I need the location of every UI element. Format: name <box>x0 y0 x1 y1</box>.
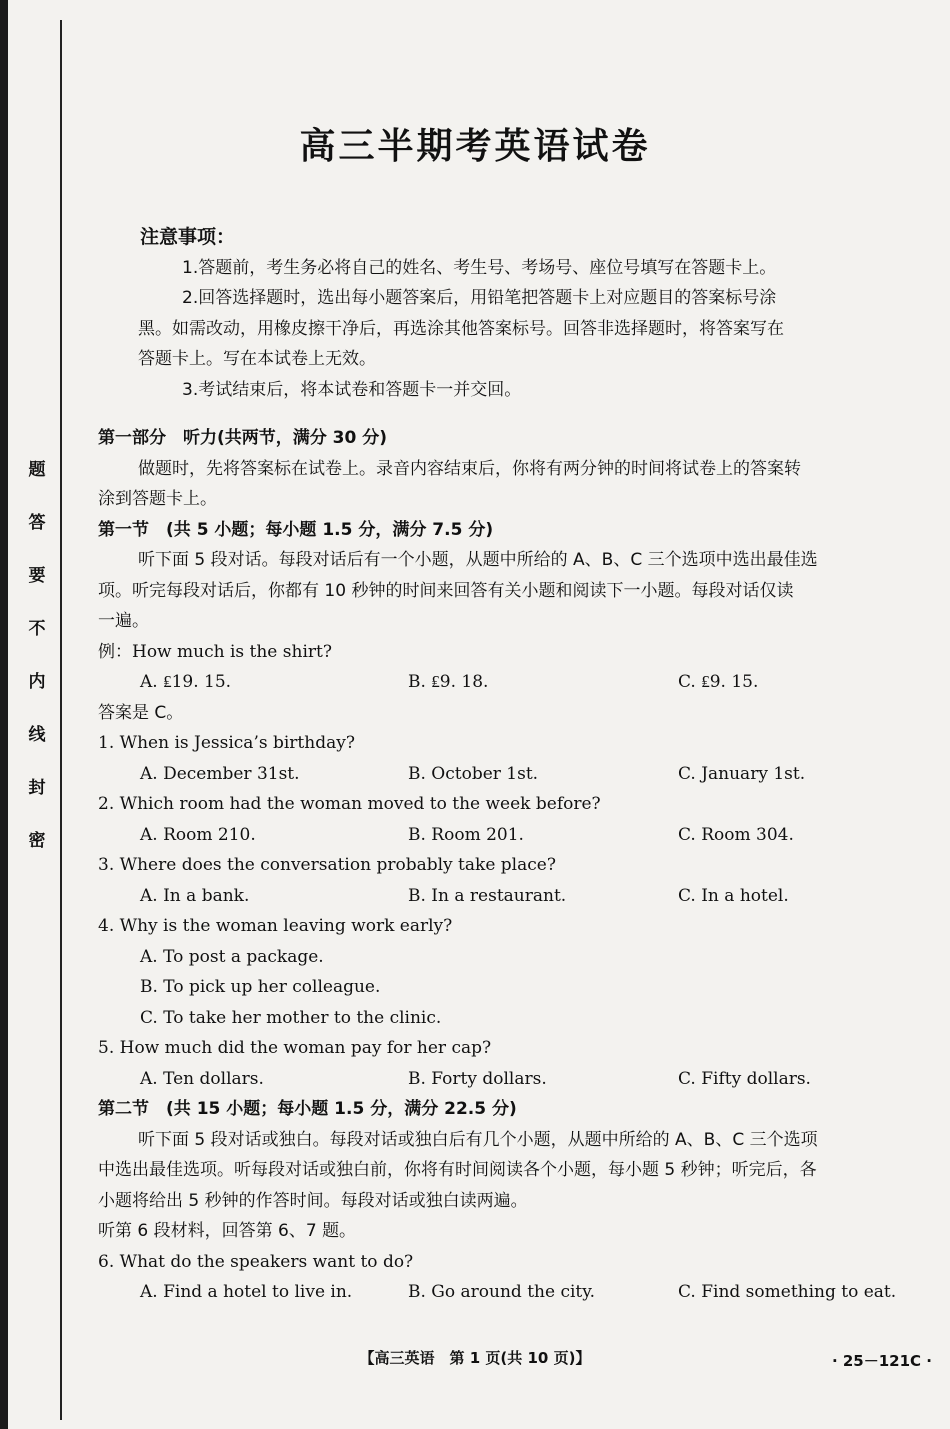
option-b: B. Go around the city. <box>408 1282 595 1302</box>
exam-title: 高三半期考英语试卷 <box>299 126 651 167</box>
option-c: C. Fifty dollars. <box>678 1068 811 1089</box>
notice-item: 答题卡上。写在本试卷上无效。 <box>138 349 376 369</box>
question-options <box>98 820 936 851</box>
notice-item: 黑。如需改动，用橡皮擦干净后，再选涂其他答案标号。回答非选择题时，将答案写在 <box>138 318 784 339</box>
question-options <box>98 1277 936 1308</box>
option-c: C. To take her mother to the clinic. <box>140 1007 442 1028</box>
question-4: 4. Why is the woman leaving work early? <box>98 916 453 936</box>
part1-heading: 第一部分 听力(共两节，满分 30 分) <box>98 428 388 448</box>
option-b: B. To pick up her colleague. <box>140 977 381 997</box>
section2-intro: 听下面 5 段对话或独白。每段对话或独白后有几个小题，从题中所给的 A、B、C 三个选项 <box>138 1129 818 1150</box>
option-a: A. Find a hotel to live in. <box>140 1282 353 1302</box>
section1-intro: 听下面 5 段对话。每段对话后有一个小题，从题中所给的 A、B、C 三个选项中选出最佳选 <box>138 550 818 570</box>
side-char: 答 <box>24 513 45 530</box>
part1-intro: 涂到答题卡上。 <box>98 489 217 509</box>
binding-margin-label <box>20 460 50 848</box>
option-c: C. January 1st. <box>678 763 806 784</box>
option-c: C. ₤9. 15. <box>678 672 759 692</box>
question-2: 2. Which room had the woman moved to the week before? <box>98 794 601 814</box>
side-char: 不 <box>24 619 45 636</box>
page-code: · 25－121C · <box>831 1352 932 1370</box>
question-3: 3. Where does the conversation probably take place? <box>98 855 556 875</box>
notice-item: 1.答题前，考生务必将自己的姓名、考生号、考场号、座位号填写在答题卡上。 <box>182 257 777 278</box>
side-char: 题 <box>24 460 45 477</box>
section2-intro: 中选出最佳选项。听每段对话或独白前，你将有时间阅读各个小题，每小题 5 秒钟；听完后，各 <box>98 1160 817 1180</box>
example-options <box>98 667 936 698</box>
question-1: 1. When is Jessica’s birthday? <box>98 733 355 753</box>
notice-heading: 注意事项： <box>140 226 236 248</box>
side-char: 封 <box>24 778 45 795</box>
option-a: A. Ten dollars. <box>140 1068 264 1089</box>
option-a: A. To post a package. <box>140 946 324 967</box>
option-b: B. In a restaurant. <box>408 885 567 906</box>
option-b: B. ₤9. 18. <box>408 672 489 692</box>
example-question: 例：How much is the shirt? <box>98 641 332 662</box>
binding-line <box>60 20 62 1420</box>
option-a: A. ₤19. 15. <box>140 672 232 692</box>
question-options <box>98 759 936 790</box>
exam-content <box>98 222 936 1308</box>
question-5: 5. How much did the woman pay for her cap? <box>98 1038 492 1058</box>
option-c: C. In a hotel. <box>678 885 789 906</box>
section1-intro: 项。听完每段对话后，你都有 10 秒钟的时间来回答有关小题和阅读下一小题。每段对话仅读 <box>98 580 794 601</box>
notice-item: 3.考试结束后，将本试卷和答题卡一并交回。 <box>182 379 522 400</box>
section2-heading: 第二节 (共 15 小题；每小题 1.5 分，满分 22.5 分) <box>98 1099 517 1119</box>
side-char: 线 <box>24 725 45 742</box>
question-6: 6. What do the speakers want to do? <box>98 1251 414 1272</box>
question-options <box>98 881 936 912</box>
option-c: C. Find something to eat. <box>678 1282 897 1302</box>
option-a: A. Room 210. <box>140 824 256 845</box>
notice-item: 2.回答选择题时，选出每小题答案后，用铅笔把答题卡上对应题目的答案标号涂 <box>182 288 777 308</box>
option-b: B. Forty dollars. <box>408 1068 547 1089</box>
question-options <box>98 1064 936 1095</box>
option-a: A. December 31st. <box>140 763 300 784</box>
page-footer: 【高三英语 第 1 页(共 10 页)】 <box>359 1349 591 1367</box>
part1-intro: 做题时，先将答案标在试卷上。录音内容结束后，你将有两分钟的时间将试卷上的答案转 <box>138 458 801 479</box>
option-b: B. Room 201. <box>408 824 524 845</box>
section1-heading: 第一节 (共 5 小题；每小题 1.5 分，满分 7.5 分) <box>98 519 494 540</box>
side-char: 内 <box>24 672 45 689</box>
side-char: 密 <box>24 831 45 848</box>
side-char: 要 <box>24 566 45 583</box>
section2-intro: 小题将给出 5 秒钟的作答时间。每段对话或独白读两遍。 <box>98 1190 528 1211</box>
option-c: C. Room 304. <box>678 824 794 845</box>
page-edge <box>0 0 8 1429</box>
option-b: B. October 1st. <box>408 763 539 784</box>
option-a: A. In a bank. <box>140 885 250 906</box>
section1-intro: 一遍。 <box>98 611 149 631</box>
example-answer: 答案是 C。 <box>98 702 184 723</box>
material-6-label: 听第 6 段材料，回答第 6、7 题。 <box>98 1221 357 1241</box>
